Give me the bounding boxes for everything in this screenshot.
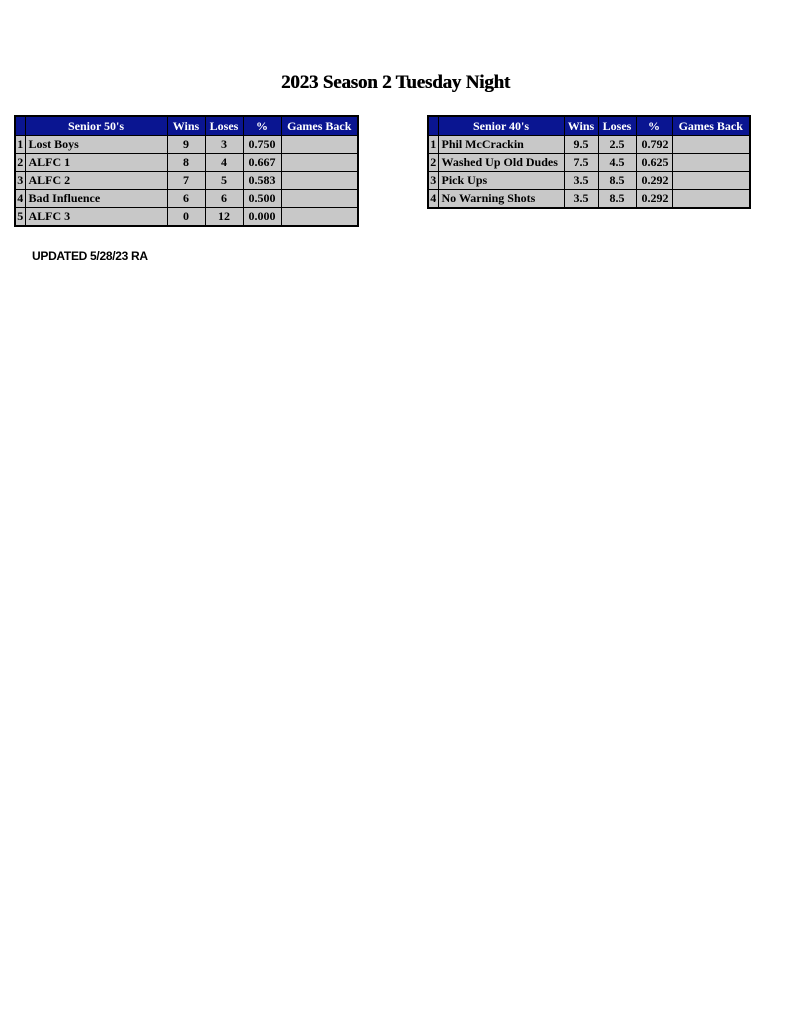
rank-cell: 4 (428, 190, 438, 209)
rank-cell: 3 (15, 172, 25, 190)
pct-cell: 0.625 (636, 154, 672, 172)
loses-header: Loses (598, 116, 636, 136)
loses-cell: 4 (205, 154, 243, 172)
pct-header: % (243, 116, 281, 136)
rank-cell: 3 (428, 172, 438, 190)
table-row (428, 154, 750, 172)
division-header: Senior 40's (438, 116, 564, 136)
loses-cell: 2.5 (598, 136, 636, 154)
pct-cell: 0.667 (243, 154, 281, 172)
wins-header: Wins (167, 116, 205, 136)
rank-cell: 2 (428, 154, 438, 172)
rank-cell: 1 (15, 136, 25, 154)
games-back-cell (672, 172, 750, 190)
team-cell: Washed Up Old Dudes (438, 154, 564, 172)
team-cell: Pick Ups (438, 172, 564, 190)
loses-cell: 8.5 (598, 190, 636, 209)
team-cell: No Warning Shots (438, 190, 564, 209)
wins-cell: 7.5 (564, 154, 598, 172)
games-back-cell (672, 136, 750, 154)
pct-cell: 0.583 (243, 172, 281, 190)
table-header-row (15, 116, 358, 136)
team-cell: Lost Boys (25, 136, 167, 154)
games-back-cell (281, 136, 358, 154)
pct-cell: 0.000 (243, 208, 281, 227)
team-cell: ALFC 3 (25, 208, 167, 227)
table-row (15, 190, 358, 208)
loses-cell: 12 (205, 208, 243, 227)
loses-cell: 5 (205, 172, 243, 190)
table-row (428, 190, 750, 209)
loses-cell: 8.5 (598, 172, 636, 190)
loses-cell: 6 (205, 190, 243, 208)
pct-cell: 0.792 (636, 136, 672, 154)
pct-header: % (636, 116, 672, 136)
games-back-cell (281, 190, 358, 208)
wins-cell: 6 (167, 190, 205, 208)
wins-cell: 7 (167, 172, 205, 190)
wins-cell: 8 (167, 154, 205, 172)
pct-cell: 0.750 (243, 136, 281, 154)
wins-cell: 3.5 (564, 172, 598, 190)
rank-cell: 4 (15, 190, 25, 208)
wins-header: Wins (564, 116, 598, 136)
team-cell: Bad Influence (25, 190, 167, 208)
pct-cell: 0.500 (243, 190, 281, 208)
loses-header: Loses (205, 116, 243, 136)
rank-cell: 2 (15, 154, 25, 172)
table-row (428, 172, 750, 190)
games-back-header: Games Back (281, 116, 358, 136)
rank-header (15, 116, 25, 136)
team-cell: Phil McCrackin (438, 136, 564, 154)
senior-50s-table (14, 115, 359, 227)
rank-header (428, 116, 438, 136)
updated-note: UPDATED 5/28/23 RA (32, 249, 148, 263)
pct-cell: 0.292 (636, 190, 672, 209)
wins-cell: 0 (167, 208, 205, 227)
page-title: 2023 Season 2 Tuesday Night (280, 72, 510, 93)
wins-cell: 9.5 (564, 136, 598, 154)
loses-cell: 3 (205, 136, 243, 154)
wins-cell: 9 (167, 136, 205, 154)
division-header: Senior 50's (25, 116, 167, 136)
loses-cell: 4.5 (598, 154, 636, 172)
games-back-cell (281, 208, 358, 227)
games-back-cell (672, 190, 750, 209)
games-back-header: Games Back (672, 116, 750, 136)
table-header-row (428, 116, 750, 136)
team-cell: ALFC 1 (25, 154, 167, 172)
team-cell: ALFC 2 (25, 172, 167, 190)
games-back-cell (672, 154, 750, 172)
games-back-cell (281, 154, 358, 172)
table-row (428, 136, 750, 154)
table-row (15, 172, 358, 190)
pct-cell: 0.292 (636, 172, 672, 190)
table-row (15, 154, 358, 172)
games-back-cell (281, 172, 358, 190)
rank-cell: 5 (15, 208, 25, 227)
table-row (15, 136, 358, 154)
table-row (15, 208, 358, 227)
rank-cell: 1 (428, 136, 438, 154)
wins-cell: 3.5 (564, 190, 598, 209)
senior-40s-table (427, 115, 751, 209)
